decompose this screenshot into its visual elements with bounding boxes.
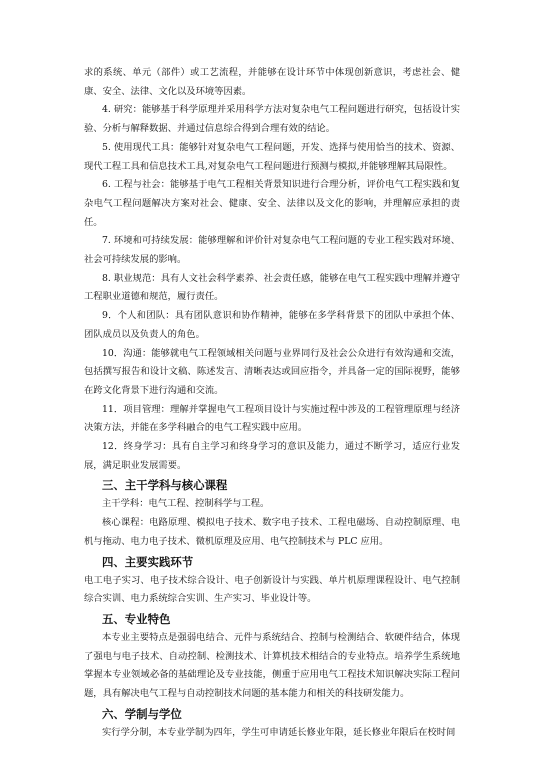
paragraph-core-courses: 核心课程：电路原理、模拟电子技术、数字电子技术、工程电磁场、自动控制原理、电机与拖动、电力电子技术、微机原理及应用、电气控制技术与 PLC 应用。 (84, 517, 460, 547)
section-heading-practice: 四、主要实践环节 (102, 554, 194, 569)
paragraph-environment: 7. 环境和可持续发展：能够理解和评价针对复杂电气工程问题的专业工程实践对环境、社会可持续发展的影响。 (84, 235, 460, 266)
paragraph-continuation: 求的系统、单元（部件）或工艺流程，并能够在设计环节中体现创新意识，考虑社会、健康、安全、法律、文化以及环境等因素。 (84, 67, 460, 97)
section-heading-duration-degree: 六、学制与学位 (102, 706, 182, 721)
paragraph-project-management: 11．项目管理：理解并掌握电气工程项目设计与实施过程中涉及的工程管理原理与经济决策方法，并能在多学科融合的电气工程实践中应用。 (84, 403, 460, 434)
paragraph-professional-norms: 8. 职业规范：具有人文社会科学素养、社会责任感，能够在电气工程实践中理解并遵守工程职业道德和规范，履行责任。 (84, 272, 460, 303)
section-heading-disciplines: 三、主干学科与核心课程 (102, 478, 228, 493)
paragraph-duration: 实行学分制，本专业学制为四年，学生可申请延长修业年限，延长修业年限后在校时间 (102, 726, 456, 738)
paragraph-modern-tools: 5. 使用现代工具：能够针对复杂电气工程问题，开发、选择与使用恰当的技术、资源、现代工程工具和信息技术工具,对复杂电气工程问题进行预测与模拟,并能够理解其局限性。 (84, 141, 460, 172)
paragraph-engineering-society: 6. 工程与社会：能够基于电气工程相关背景知识进行合理分析，评价电气工程实践和复杂电气工程问题解决方案对社会、健康、安全、法律以及文化的影响，并理解应承担的责任。 (84, 179, 460, 228)
paragraph-research: 4. 研究：能够基于科学原理并采用科学方法对复杂电气工程问题进行研究，包括设计实验、分析与解释数据、并通过信息综合得到合理有效的结论。 (84, 104, 460, 135)
paragraph-main-disciplines: 主干学科：电气工程、控制科学与工程。 (102, 498, 270, 510)
document-body (84, 64, 460, 743)
section-heading-features: 五、专业特色 (102, 611, 171, 626)
paragraph-lifelong-learning: 12．终身学习：具有自主学习和终身学习的意识及能力，通过不断学习，适应行业发展，满足职业发展需要。 (84, 441, 460, 471)
paragraph-practice: 电工电子实习、电子技术综合设计、电子创新设计与实践、单片机原理课程设计、电气控制综合实训、电力系统综合实训、生产实习、毕业设计等。 (84, 574, 460, 605)
paragraph-teamwork: 9．个人和团队：具有团队意识和协作精神，能够在多学科背景下的团队中承担个体、团队成员以及负责人的角色。 (84, 310, 460, 340)
paragraph-features: 本专业主要特点是强弱电结合、元件与系统结合、控制与检测结合、软硬件结合，体现了强电与电子技术、自动控制、检测技术、计算机技术相结合的专业特点。培养学生系统地掌握本专业领域必备的基础理论及专业技能，侧重于应用电气工程技术知识解决实际工程问题，具有解决电气工程与自动控制技术问题的基本能力和相关的科技研发能力。 (84, 631, 460, 700)
paragraph-communication: 10．沟通：能够就电气工程领域相关问题与业界同行及社会公众进行有效沟通和交流，包括撰写报告和设计文稿、陈述发言、清晰表达或回应指令，并具备一定的国际视野，能够在跨文化背景下进行沟通和交流。 (84, 347, 460, 396)
